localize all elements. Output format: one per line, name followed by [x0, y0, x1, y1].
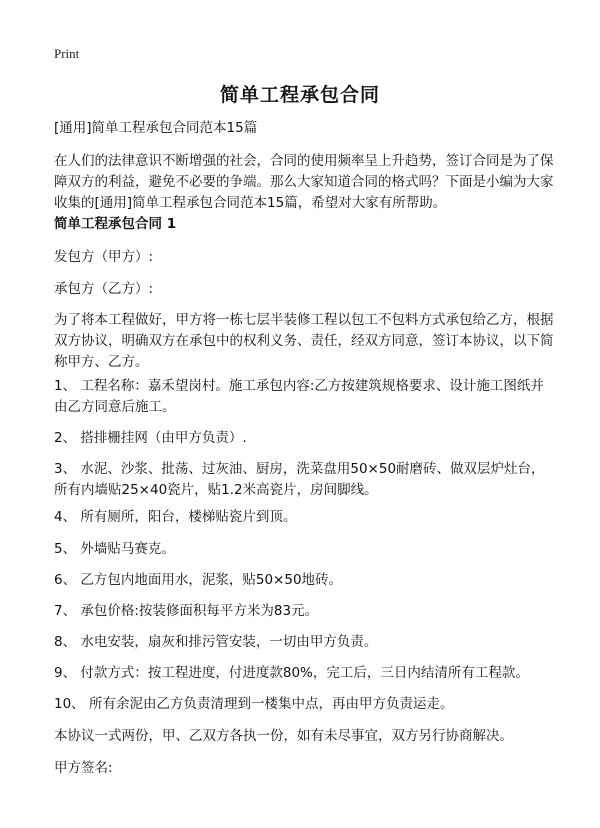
clause-item: 1、 工程名称：嘉禾望岗村。施工承包内容:乙方按建筑规格要求、设计施工图纸并由乙方同意后施工。: [54, 378, 544, 415]
section-heading: 简单工程承包合同 1: [54, 216, 177, 232]
signature-line: 甲方签名:: [54, 760, 113, 776]
closing-paragraph: 本协议一式两份，甲、乙双方各执一份，如有未尽事宜，双方另行协商解决。: [54, 728, 513, 744]
clause-item: 5、 外墙贴马赛克。: [54, 541, 175, 557]
intro-paragraph: 在人们的法律意识不断增强的社会，合同的使用频率呈上升趋势，签订合同是为了保障双方的利益，避免不必要的争端。那么大家知道合同的格式吗？下面是小编为大家收集的[通用]简单工程承包合同范本15篇，希望对大家有所帮助。: [54, 153, 554, 211]
clause-item: 7、 承包价格:按装修面积每平方米为83元。: [54, 603, 319, 619]
party-a-line: 发包方（甲方）:: [54, 249, 154, 265]
clause-item: 6、 乙方包内地面用水，泥浆，贴50×50地砖。: [54, 572, 343, 588]
party-b-line: 承包方（乙方）:: [54, 281, 154, 297]
clause-item: 9、 付款方式：按工程进度，付进度款80%，完工后，三日内结清所有工程款。: [54, 665, 529, 681]
preamble-paragraph: 为了将本工程做好，甲方将一栋七层半装修工程以包工不包料方式承包给乙方，根据双方协议，明确双方在承包中的权利义务、责任，经双方同意，签订本协议，以下简称甲方、乙方。: [54, 312, 554, 370]
clause-item: 3、 水泥、沙浆、批荡、过灰油、厨房，洗菜盘用50×50耐磨砖、做双层炉灶台，所有内墙贴25×40瓷片，贴1.2米高瓷片，房间脚线。: [54, 461, 545, 498]
print-label: Print: [54, 46, 80, 61]
clause-item: 4、 所有厕所，阳台，楼梯贴瓷片到顶。: [54, 509, 297, 525]
document-title: 简单工程承包合同: [219, 84, 380, 106]
clause-item: 2、 搭排栅挂网（由甲方负责）.: [54, 430, 247, 446]
document-subtitle: [通用]简单工程承包合同范本15篇: [54, 120, 258, 136]
clause-item: 10、 所有余泥由乙方负责清理到一楼集中点，再由甲方负责运走。: [54, 696, 454, 712]
clause-item: 8、 水电安装，扇灰和排污管安装，一切由甲方负责。: [54, 634, 378, 650]
